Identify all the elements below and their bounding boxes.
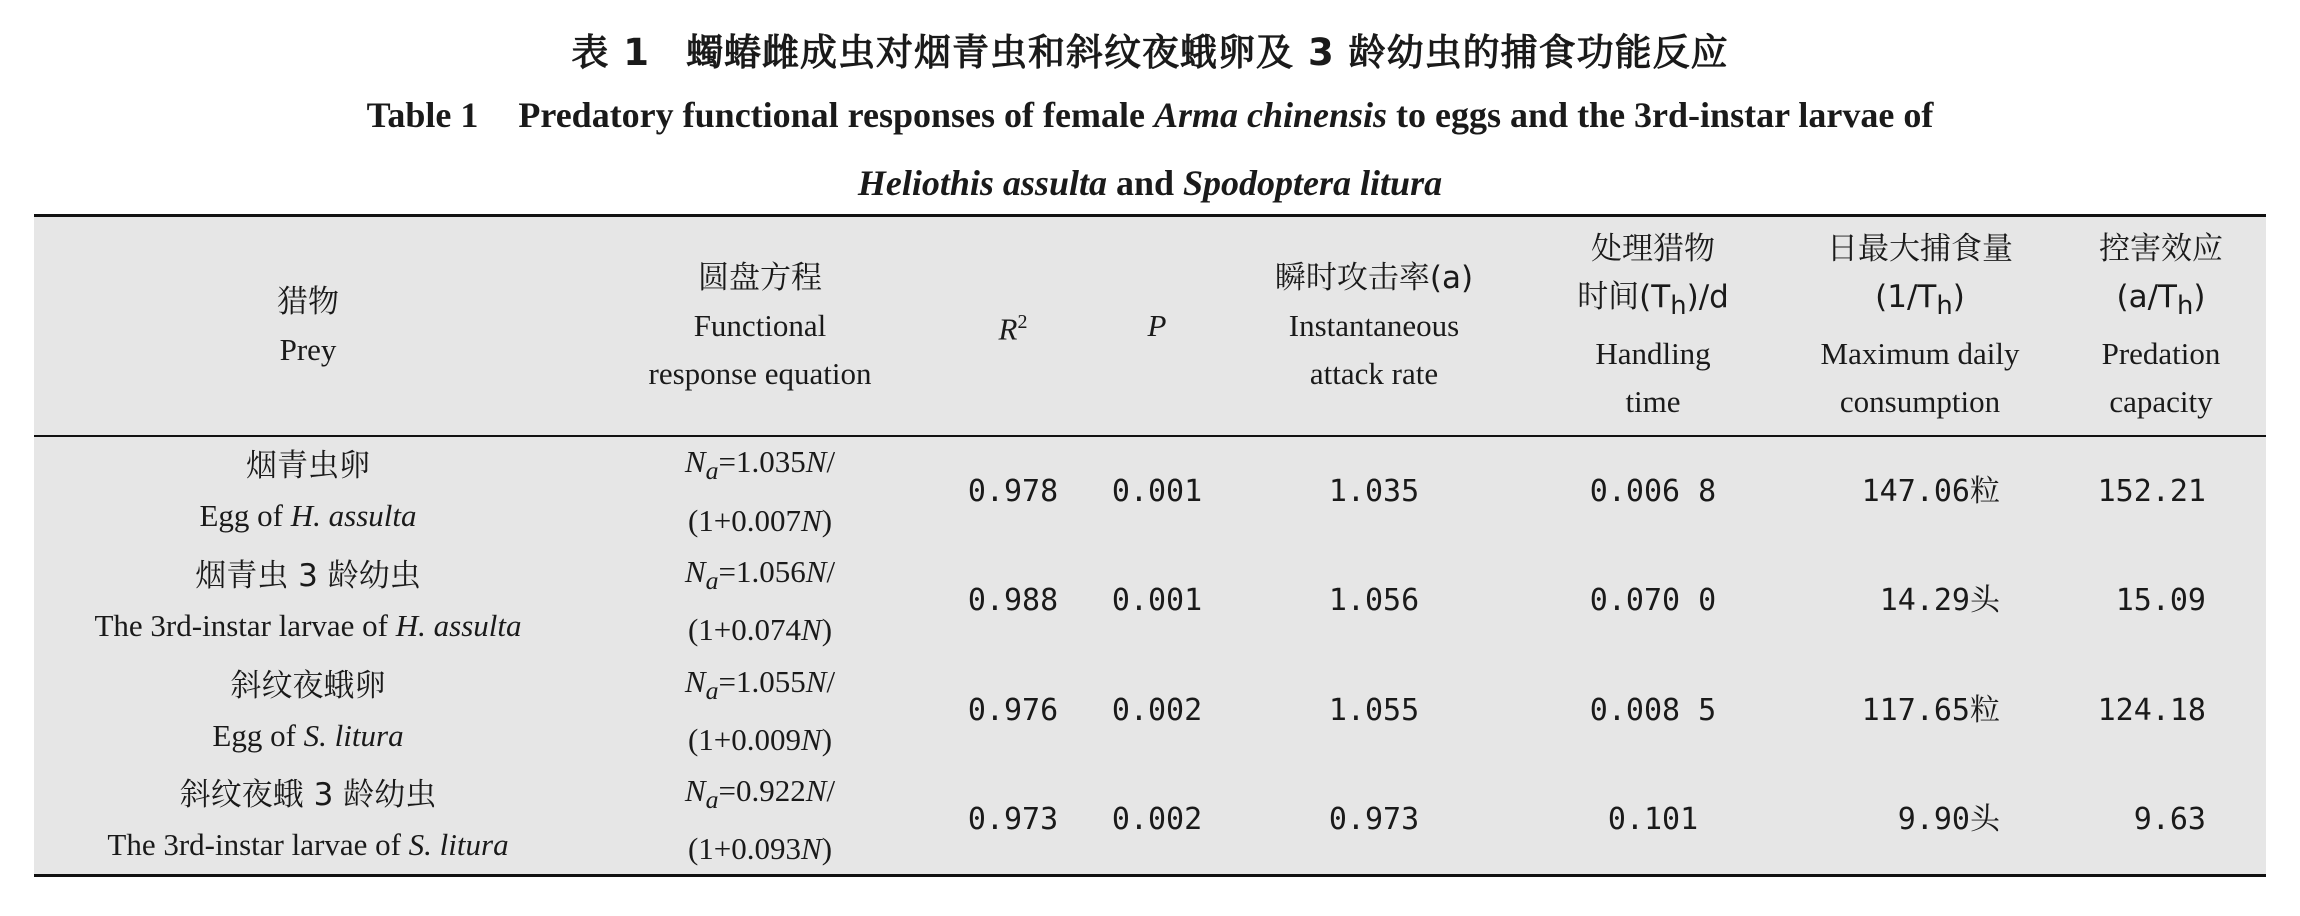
cell-handling-time: 0.070 0: [1589, 583, 1717, 618]
prey-species: S. litura: [303, 717, 404, 753]
cell-prey: [34, 766, 582, 876]
header-p: [1088, 216, 1226, 436]
header-p-label: P: [1147, 307, 1167, 343]
eq-n: N: [805, 553, 827, 589]
max-unit: 头: [1970, 802, 2000, 838]
eq-na: N: [684, 663, 706, 699]
header-max-zh: 日最大捕食量: [1827, 231, 2013, 268]
cell-predation-capacity: 124.18: [2097, 693, 2206, 728]
header-equation-zh: 圆盘方程: [698, 259, 822, 296]
table-title-en-line1: [0, 94, 2300, 136]
table-body: [34, 436, 2266, 876]
header-handling-en: time: [1625, 384, 1681, 420]
eq-na-sub: a: [705, 785, 719, 815]
header-pred-zh: 控害效应: [2099, 231, 2223, 268]
header-pred-zh2-end: ): [2193, 279, 2206, 316]
header-pred-zh2: (a/T: [2116, 279, 2177, 316]
max-unit: 头: [1970, 583, 2000, 618]
header-attack-en: attack rate: [1309, 355, 1439, 391]
eq-close: ): [821, 722, 833, 758]
caption-text: to eggs and the 3rd-instar larvae of: [1387, 95, 1934, 135]
table-row: [34, 546, 2266, 656]
header-pred-en: Predation: [2101, 336, 2221, 372]
table-row: [34, 656, 2266, 766]
cell-r2: 0.988: [967, 583, 1059, 618]
prey-species: H. assulta: [290, 498, 417, 533]
header-attack-zh: 瞬时攻击率(a): [1274, 259, 1474, 296]
prey-name-en: Egg of: [212, 717, 304, 753]
cell-max-consumption: [1784, 546, 2056, 656]
prey-name-zh: 烟青虫 3 龄幼虫: [195, 557, 421, 594]
eq-na: N: [684, 553, 706, 589]
table-row: [34, 766, 2266, 876]
prey-species: H. assulta: [395, 607, 522, 643]
prey-species: S. litura: [408, 826, 509, 862]
eq-coef: =1.035: [718, 444, 806, 480]
caption-species: Heliothis assulta: [857, 163, 1107, 203]
header-max-en: Maximum daily: [1820, 336, 2020, 372]
header-row: [34, 216, 2266, 436]
prey-name-zh: 斜纹夜蛾 3 龄幼虫: [179, 776, 437, 813]
functional-response-table: [34, 214, 2266, 877]
cell-max-consumption: [1784, 766, 2056, 876]
table-label-zh: 表 1: [571, 31, 651, 74]
eq-n: N: [805, 663, 827, 699]
header-handling-time: [1522, 216, 1784, 436]
header-attack-rate: [1226, 216, 1522, 436]
header-r2-label: R: [998, 311, 1018, 347]
cell-p: 0.001: [1111, 583, 1203, 618]
header-handling-zh: 处理猎物: [1591, 231, 1715, 268]
cell-r2: 0.976: [967, 693, 1059, 728]
eq-close: ): [821, 612, 833, 648]
eq-denom: (1+0.009: [687, 722, 802, 758]
caption-species: Arma chinensis: [1153, 95, 1388, 135]
cell-attack-rate: 1.055: [1328, 693, 1420, 728]
cell-prey: [34, 436, 582, 546]
eq-denom: (1+0.007: [687, 502, 802, 538]
cell-p: 0.002: [1111, 802, 1203, 838]
max-unit: 粒: [1970, 693, 2000, 728]
cell-prey: [34, 656, 582, 766]
eq-denom: (1+0.074: [687, 612, 802, 648]
eq-n: N: [801, 831, 822, 867]
table-caption-zh: 蠋蝽雌成虫对烟青虫和斜纹夜蛾卵及 3 龄幼虫的捕食功能反应: [686, 31, 1729, 74]
table-label-en: Table 1: [366, 95, 479, 135]
eq-na: N: [684, 444, 706, 480]
table-container: [34, 214, 2266, 877]
eq-slash: /: [826, 663, 836, 699]
header-equation-en: Functional: [693, 307, 827, 343]
header-equation-en: response equation: [648, 355, 872, 391]
eq-n: N: [801, 612, 822, 648]
table-title-en-line2: [0, 162, 2300, 204]
cell-predation-capacity: 15.09: [2115, 583, 2206, 618]
eq-na-sub: a: [705, 456, 719, 486]
cell-equation: [582, 546, 938, 656]
cell-r2: 0.973: [967, 802, 1059, 838]
eq-coef: =1.056: [718, 553, 806, 589]
eq-na: N: [684, 773, 706, 809]
cell-handling-time: 0.008 5: [1589, 693, 1717, 728]
eq-slash: /: [826, 773, 836, 809]
table-header: [34, 216, 2266, 436]
cell-max-consumption: [1784, 436, 2056, 546]
header-attack-en: Instantaneous: [1288, 307, 1460, 343]
caption-species: Spodoptera litura: [1183, 163, 1443, 203]
cell-equation: [582, 656, 938, 766]
header-max-zh2-end: ): [1952, 279, 1965, 316]
eq-denom: (1+0.093: [687, 831, 802, 867]
cell-attack-rate: 1.035: [1328, 473, 1420, 509]
header-handling-zh2-end: )/d: [1686, 279, 1729, 316]
cell-predation-capacity: 152.21: [2097, 473, 2206, 509]
header-max-consumption: [1784, 216, 2056, 436]
header-max-zh2: (1/T: [1875, 279, 1937, 316]
eq-slash: /: [826, 553, 836, 589]
eq-coef: =1.055: [718, 663, 806, 699]
header-predation-capacity: [2056, 216, 2266, 436]
cell-equation: [582, 436, 938, 546]
caption-text: and: [1106, 163, 1184, 203]
header-prey: [34, 216, 582, 436]
eq-coef: =0.922: [718, 773, 806, 809]
cell-attack-rate: 1.056: [1328, 583, 1420, 618]
header-pred-sub: h: [2177, 291, 2194, 322]
header-max-sub: h: [1936, 291, 1953, 322]
cell-attack-rate: 0.973: [1328, 802, 1420, 838]
max-value: 147.06: [1861, 473, 1970, 509]
prey-name-en: Egg of: [199, 498, 291, 533]
cell-handling-time: 0.006 8: [1589, 473, 1717, 509]
header-equation: [582, 216, 938, 436]
cell-predation-capacity: 9.63: [2133, 802, 2206, 838]
cell-p: 0.002: [1111, 693, 1203, 728]
max-unit: 粒: [1970, 473, 2000, 509]
eq-close: ): [821, 831, 833, 867]
cell-handling-time: 0.101: [1607, 802, 1699, 838]
cell-max-consumption: [1784, 656, 2056, 766]
header-pred-en: capacity: [2109, 384, 2213, 420]
table-title-zh: [0, 22, 2300, 76]
max-value: 14.29: [1879, 583, 1970, 618]
header-r2: [938, 216, 1088, 436]
eq-n: N: [805, 773, 827, 809]
header-handling-sub: h: [1670, 291, 1687, 322]
header-handling-zh2: 时间(T: [1577, 279, 1671, 316]
cell-r2: 0.978: [967, 473, 1059, 509]
eq-na-sub: a: [705, 566, 719, 596]
eq-close: ): [821, 502, 833, 538]
header-prey-en: Prey: [279, 331, 337, 367]
prey-name-en: The 3rd-instar larvae of: [94, 607, 396, 643]
eq-na-sub: a: [705, 676, 719, 706]
max-value: 9.90: [1897, 802, 1970, 838]
eq-slash: /: [826, 444, 836, 480]
header-handling-en: Handling: [1595, 336, 1711, 372]
eq-n: N: [801, 722, 822, 758]
table-row: [34, 436, 2266, 546]
prey-name-zh: 斜纹夜蛾卵: [230, 667, 386, 704]
header-prey-zh: 猎物: [277, 283, 339, 320]
eq-n: N: [805, 444, 827, 480]
cell-equation: [582, 766, 938, 876]
eq-n: N: [801, 502, 822, 538]
cell-prey: [34, 546, 582, 656]
max-value: 117.65: [1861, 693, 1970, 728]
cell-p: 0.001: [1111, 473, 1203, 509]
prey-name-zh: 烟青虫卵: [246, 448, 370, 484]
prey-name-en: The 3rd-instar larvae of: [107, 826, 409, 862]
header-max-en: consumption: [1839, 384, 2001, 420]
header-r2-sup: 2: [1017, 311, 1028, 334]
caption-text: Predatory functional responses of female: [518, 95, 1154, 135]
